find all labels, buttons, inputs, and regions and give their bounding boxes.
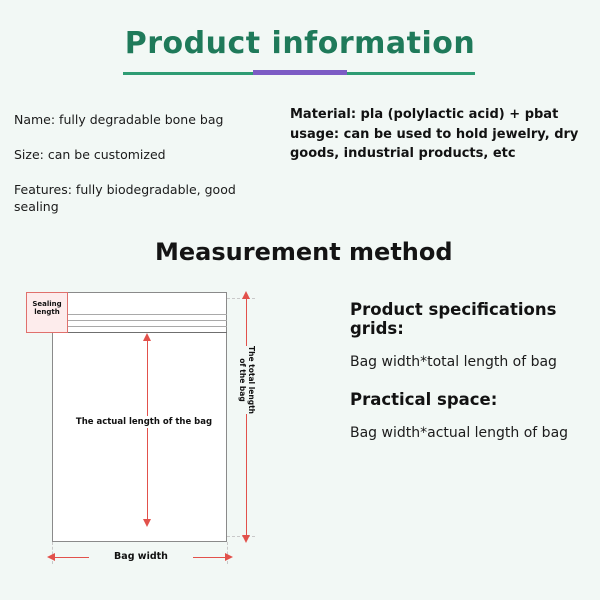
total-length-label: The total length of the bag (238, 346, 256, 415)
note-text: Bag width*actual length of bag (350, 425, 569, 441)
zipper-line (52, 320, 227, 321)
spec-name: Name: fully degradable bone bag (14, 112, 224, 127)
total-length-guide-top (227, 298, 255, 299)
zipper-line (52, 314, 227, 315)
note-heading: Practical space: (350, 390, 498, 409)
total-length-guide-bottom (227, 536, 255, 537)
zipper-seal-line (52, 332, 227, 333)
spec-material-usage-text: Material: pla (polylactic acid) + pbat usage: can be used to hold jewelry, dry goods, industrial products, etc (290, 107, 579, 161)
spec-material-usage (290, 105, 590, 164)
page-title: Product information (124, 26, 476, 61)
actual-length-arrow (147, 340, 148, 520)
note-heading: Product specifications grids: (350, 300, 557, 338)
note-practical-space (350, 390, 568, 441)
total-length-arrow (246, 298, 247, 536)
zipper-line (52, 326, 227, 327)
spec-size: Size: can be customized (14, 146, 166, 162)
note-text: Bag width*total length of bag (350, 354, 557, 370)
sealing-length-label: Sealing length (32, 300, 62, 317)
measurement-method-title: Measurement method (155, 238, 453, 266)
note-product-specifications (350, 300, 600, 370)
title-underline-accent (253, 70, 347, 75)
spec-features: Features: fully biodegradable, good sealing (14, 181, 236, 214)
actual-length-label: The actual length of the bag (75, 417, 213, 427)
spec-list-left (14, 112, 282, 234)
bag-width-label: Bag width (89, 550, 193, 563)
bag-measurement-diagram (14, 290, 334, 570)
